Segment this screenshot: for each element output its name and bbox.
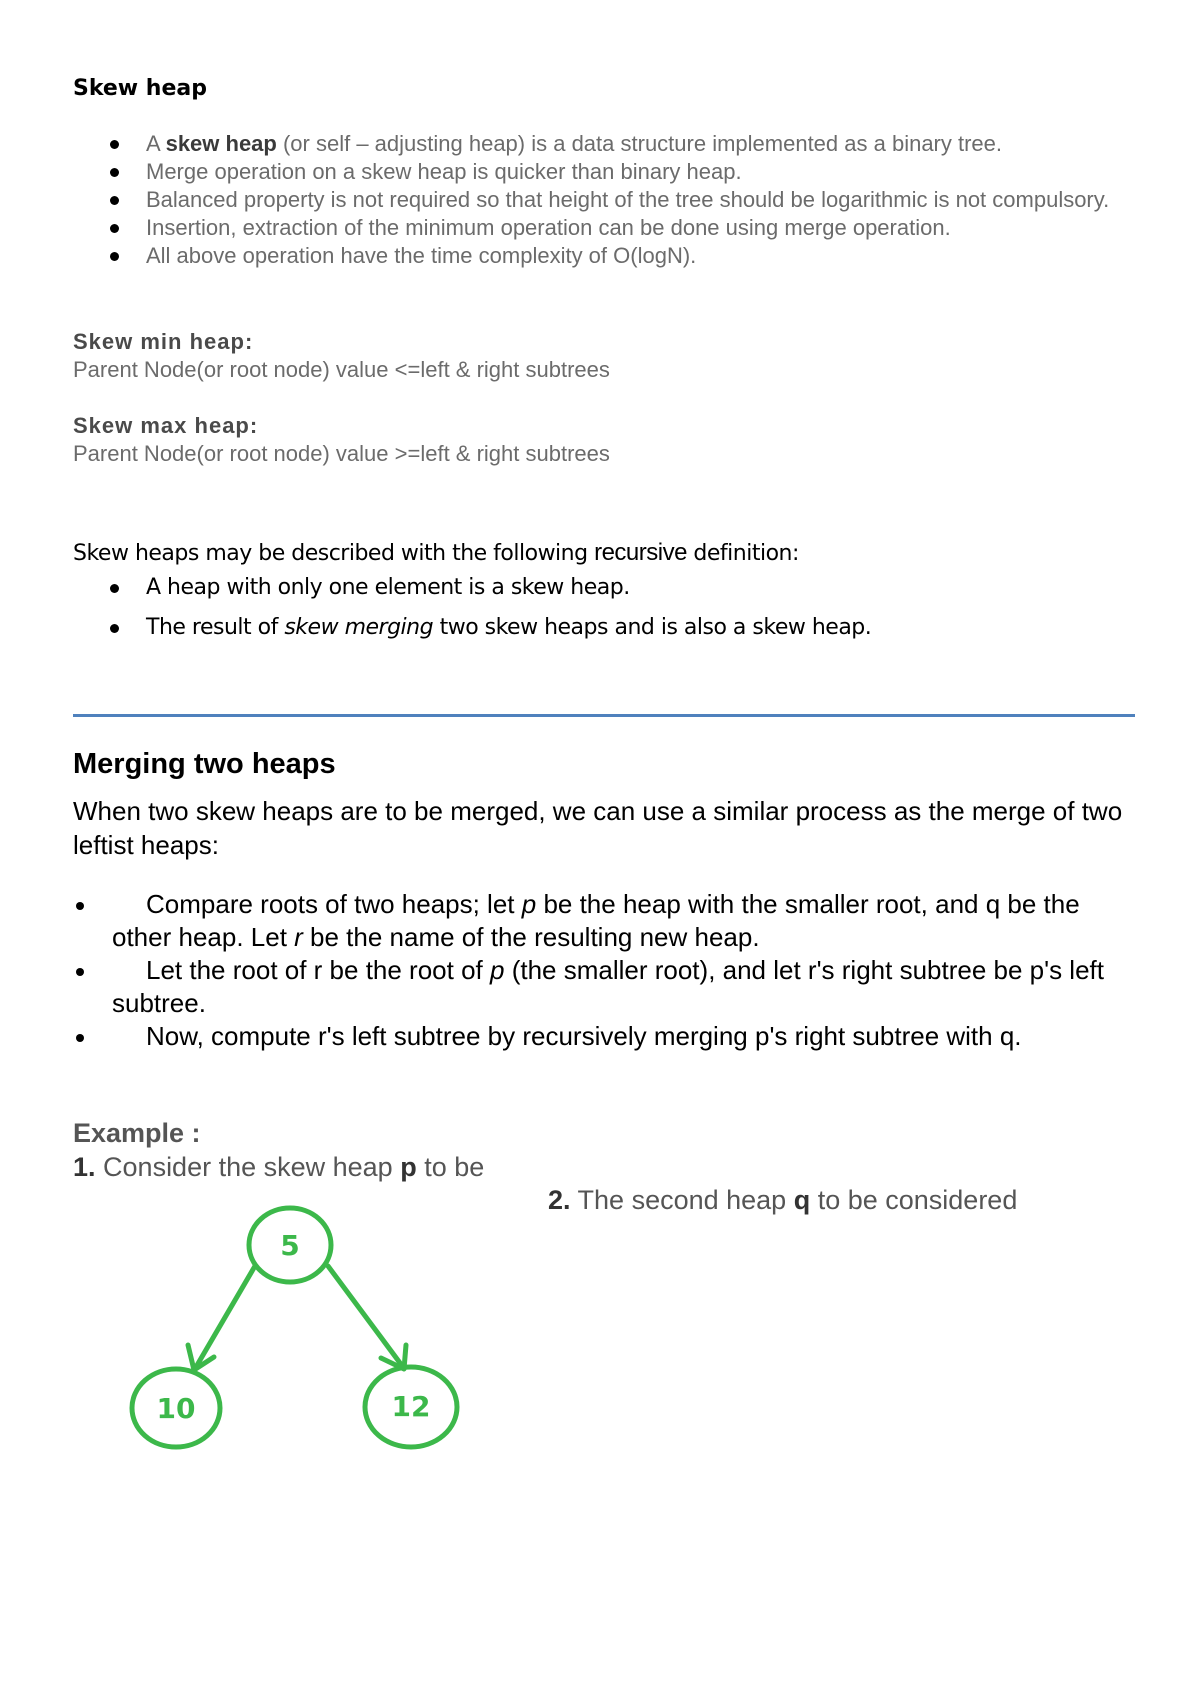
list-item: Let the root of r be the root of p (the smaller root), and let r's right subtree be p's left subtree.: [73, 954, 1143, 1020]
recursive-definition-list: [73, 574, 1133, 654]
list-item: A skew heap (or self – adjusting heap) is a data structure implemented as a binary tree.: [73, 130, 1133, 158]
max-heap-definition: [73, 412, 1133, 468]
min-heap-text: Parent Node(or root node) value <=left & right subtrees: [73, 357, 610, 382]
tree-node-root-label: 5: [280, 1229, 300, 1262]
section-divider: [73, 714, 1135, 717]
example-label: Example :: [73, 1118, 201, 1148]
tree-edge-left: [196, 1266, 255, 1367]
list-item: Compare roots of two heaps; let p be the heap with the smaller root, and q be the other heap. Let r be the name of the resulting new heap.: [73, 888, 1143, 954]
tree-node-left-label: 10: [156, 1392, 196, 1425]
merge-steps-list: [73, 888, 1143, 1053]
max-heap-text: Parent Node(or root node) value >=left & right subtrees: [73, 441, 610, 466]
list-item: All above operation have the time complexity of O(logN).: [73, 242, 1133, 270]
list-item: Balanced property is not required so that height of the tree should be logarithmic is not compulsory.: [73, 186, 1133, 214]
example-step-2: 2. The second heap q to be considered: [548, 1185, 1018, 1215]
tree-edge-right: [328, 1266, 403, 1367]
min-heap-label: Skew min heap:: [73, 329, 254, 354]
min-heap-definition: [73, 328, 1133, 384]
list-item: A heap with only one element is a skew heap.: [73, 574, 1133, 602]
section-intro: When two skew heaps are to be merged, we can use a similar process as the merge of two leftist heaps:: [73, 796, 1123, 860]
page-title: Skew heap: [73, 76, 207, 101]
list-item: The result of skew merging two skew heaps and is also a skew heap.: [73, 614, 1133, 642]
recursive-definition-intro: Skew heaps may be described with the following recursive definition:: [73, 539, 799, 566]
section-title: Merging two heaps: [73, 748, 336, 780]
intro-bullet-list: [73, 130, 1133, 270]
list-item: Insertion, extraction of the minimum operation can be done using merge operation.: [73, 214, 1133, 242]
heap-p-tree-diagram: [110, 1195, 490, 1485]
max-heap-label: Skew max heap:: [73, 413, 259, 438]
example-step-1: 1. Consider the skew heap p to be: [73, 1152, 485, 1182]
tree-node-right-label: 12: [391, 1390, 431, 1423]
list-item: Merge operation on a skew heap is quicker than binary heap.: [73, 158, 1133, 186]
list-item: Now, compute r's left subtree by recursively merging p's right subtree with q.: [73, 1020, 1143, 1053]
